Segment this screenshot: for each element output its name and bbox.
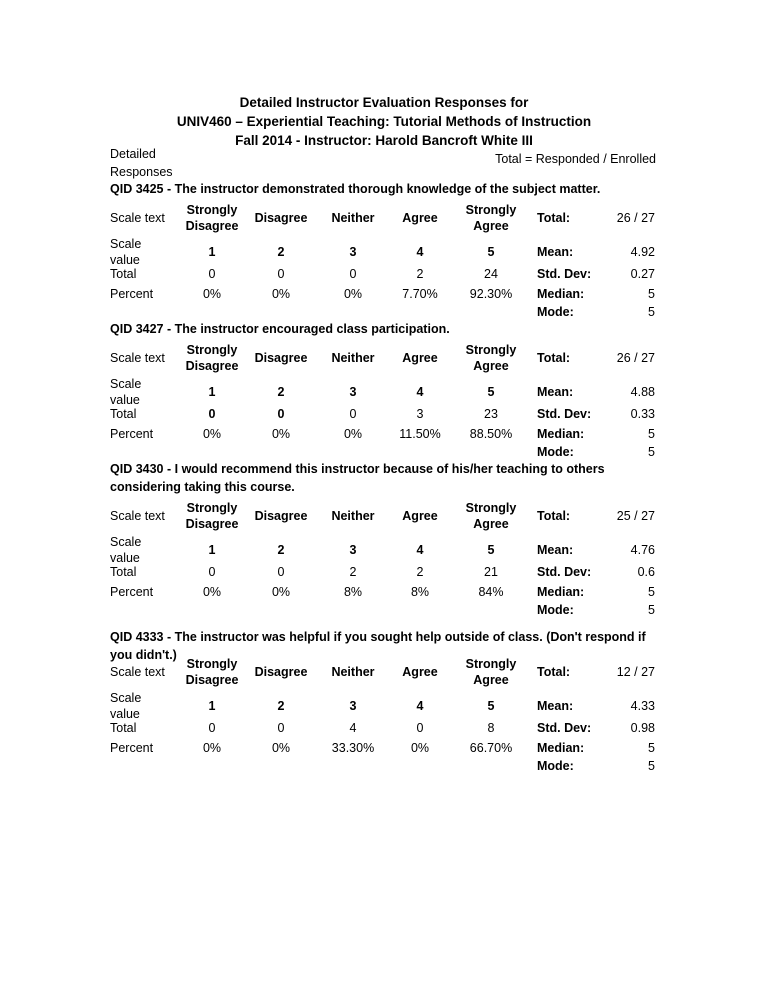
header-disagree: Disagree (254, 211, 308, 225)
document-title (0, 93, 768, 150)
stat-label-mode: Mode: (537, 603, 574, 617)
response-count: 0 (277, 721, 285, 735)
row-label-percent: Percent (110, 287, 154, 301)
scale-value: 4 (416, 245, 424, 259)
header-strongly-agree: Strongly Agree (465, 501, 517, 531)
row-label-scale-text: Scale text (110, 509, 165, 523)
stat-label-mode: Mode: (537, 445, 574, 459)
question-id: QID 3427 (110, 322, 164, 336)
stat-label-std: Std. Dev: (537, 407, 592, 421)
stat-label-total: Total: (537, 665, 571, 679)
scale-value: 3 (349, 245, 357, 259)
header-agree: Agree (402, 351, 438, 365)
stat-label-mean: Mean: (537, 699, 574, 713)
header-neither: Neither (331, 665, 375, 679)
row-label-total: Total (110, 407, 137, 421)
question-title (110, 320, 670, 338)
header-disagree: Disagree (254, 351, 308, 365)
response-percent: 8% (343, 585, 363, 599)
header-neither: Neither (331, 509, 375, 523)
response-percent: 88.50% (469, 427, 513, 441)
row-label-percent: Percent (110, 427, 154, 441)
stat-value-std: 0.27 (630, 267, 655, 281)
header-disagree: Disagree (254, 509, 308, 523)
response-percent: 0% (271, 427, 291, 441)
stat-label-median: Median: (537, 741, 585, 755)
header-neither: Neither (331, 211, 375, 225)
scale-value: 1 (208, 245, 216, 259)
stat-label-total: Total: (537, 211, 571, 225)
header-agree: Agree (402, 509, 438, 523)
response-count: 0 (277, 267, 285, 281)
response-count: 2 (349, 565, 357, 579)
question-id: QID 3430 (110, 462, 164, 476)
response-percent: 0% (202, 287, 222, 301)
header-strongly-agree: Strongly Agree (465, 657, 517, 687)
response-percent: 0% (343, 427, 363, 441)
question-id: QID 4333 (110, 630, 164, 644)
scale-value: 3 (349, 699, 357, 713)
scale-value: 1 (208, 385, 216, 399)
stat-label-mean: Mean: (537, 385, 574, 399)
response-percent: 0% (271, 287, 291, 301)
stat-value-total: 26 / 27 (616, 211, 655, 225)
stat-value-std: 0.6 (637, 565, 655, 579)
stat-value-total: 26 / 27 (616, 351, 655, 365)
stat-label-median: Median: (537, 585, 585, 599)
stat-value-median: 5 (648, 741, 655, 755)
response-percent: 0% (202, 427, 222, 441)
scale-value: 3 (349, 385, 357, 399)
response-count: 0 (416, 721, 424, 735)
stat-value-total: 25 / 27 (616, 509, 655, 523)
detailed-responses-label: Detailed Responses (110, 147, 173, 179)
stat-value-median: 5 (648, 585, 655, 599)
row-label-scale-value: Scale value (110, 535, 142, 565)
row-label-scale-value: Scale value (110, 691, 142, 721)
question-text: - The instructor demonstrated thorough knowledge of the subject matter. (163, 182, 601, 196)
title-line-2: UNIV460 – Experiential Teaching: Tutorial Methods of Instruction (176, 114, 592, 129)
header-strongly-disagree: Strongly Disagree (185, 501, 239, 531)
row-label-total: Total (110, 721, 137, 735)
header-strongly-disagree: Strongly Disagree (185, 343, 239, 373)
stat-value-median: 5 (648, 287, 655, 301)
scale-value: 2 (277, 543, 285, 557)
row-label-percent: Percent (110, 585, 154, 599)
row-label-scale-value: Scale value (110, 237, 142, 267)
response-percent: 92.30% (469, 287, 513, 301)
response-count: 0 (208, 565, 216, 579)
total-legend: Total = Responded / Enrolled (495, 152, 656, 166)
response-count: 3 (416, 407, 424, 421)
question-id: QID 3425 (110, 182, 164, 196)
stat-value-std: 0.98 (630, 721, 655, 735)
question-text: - I would recommend this instructor because of his/her teaching to others considering taking this course. (110, 462, 605, 494)
response-percent: 33.30% (331, 741, 375, 755)
response-count: 2 (416, 565, 424, 579)
row-label-percent: Percent (110, 741, 154, 755)
stat-label-mean: Mean: (537, 543, 574, 557)
stat-label-std: Std. Dev: (537, 267, 592, 281)
stat-label-mode: Mode: (537, 759, 574, 773)
stat-value-std: 0.33 (630, 407, 655, 421)
question-title (110, 180, 670, 198)
scale-value: 5 (487, 245, 495, 259)
response-count: 24 (484, 267, 498, 281)
question-text: - The instructor was helpful if you sought help outside of class. (Don't respond if you didn't.) (110, 630, 646, 662)
response-percent: 7.70% (402, 287, 438, 301)
stat-value-median: 5 (648, 427, 655, 441)
response-percent: 66.70% (469, 741, 513, 755)
stat-value-mean: 4.33 (630, 699, 655, 713)
stat-label-mode: Mode: (537, 305, 574, 319)
question-text: - The instructor encouraged class participation. (163, 322, 450, 336)
response-count: 0 (208, 267, 216, 281)
stat-value-mean: 4.88 (630, 385, 655, 399)
header-neither: Neither (331, 351, 375, 365)
scale-value: 3 (349, 543, 357, 557)
scale-value: 2 (277, 699, 285, 713)
stat-value-mode: 5 (648, 445, 655, 459)
title-line-1: Detailed Instructor Evaluation Responses for (239, 95, 529, 110)
stat-value-mean: 4.92 (630, 245, 655, 259)
row-label-scale-text: Scale text (110, 351, 165, 365)
response-percent: 0% (410, 741, 430, 755)
row-label-scale-text: Scale text (110, 211, 165, 225)
response-count: 4 (349, 721, 357, 735)
scale-value: 4 (416, 699, 424, 713)
response-percent: 0% (202, 741, 222, 755)
response-count: 0 (349, 407, 357, 421)
stat-value-mode: 5 (648, 603, 655, 617)
scale-value: 5 (487, 543, 495, 557)
scale-value: 5 (487, 385, 495, 399)
scale-value: 1 (208, 543, 216, 557)
response-count: 0 (208, 721, 216, 735)
response-percent: 8% (410, 585, 430, 599)
response-count: 2 (416, 267, 424, 281)
response-count: 23 (484, 407, 498, 421)
stat-label-mean: Mean: (537, 245, 574, 259)
row-label-total: Total (110, 267, 137, 281)
scale-value: 1 (208, 699, 216, 713)
row-label-total: Total (110, 565, 137, 579)
stat-label-total: Total: (537, 351, 571, 365)
header-strongly-disagree: Strongly Disagree (185, 657, 239, 687)
scale-value: 2 (277, 245, 285, 259)
stat-label-std: Std. Dev: (537, 565, 592, 579)
header-agree: Agree (402, 211, 438, 225)
stat-label-median: Median: (537, 427, 585, 441)
header-agree: Agree (402, 665, 438, 679)
header-strongly-agree: Strongly Agree (465, 203, 517, 233)
response-count: 0 (208, 407, 216, 421)
response-percent: 84% (478, 585, 504, 599)
stat-value-mode: 5 (648, 305, 655, 319)
response-percent: 11.50% (399, 427, 441, 441)
response-count: 0 (277, 565, 285, 579)
scale-value: 4 (416, 385, 424, 399)
row-label-scale-text: Scale text (110, 665, 165, 679)
response-percent: 0% (271, 741, 291, 755)
stat-value-total: 12 / 27 (616, 665, 655, 679)
response-percent: 0% (271, 585, 291, 599)
question-title (110, 460, 665, 496)
response-count: 21 (484, 565, 498, 579)
header-strongly-disagree: Strongly Disagree (185, 203, 239, 233)
stat-label-median: Median: (537, 287, 585, 301)
stat-value-mean: 4.76 (630, 543, 655, 557)
scale-value: 2 (277, 385, 285, 399)
header-disagree: Disagree (254, 665, 308, 679)
header-strongly-agree: Strongly Agree (465, 343, 517, 373)
stat-value-mode: 5 (648, 759, 655, 773)
response-count: 0 (277, 407, 285, 421)
stat-label-total: Total: (537, 509, 571, 523)
stat-label-std: Std. Dev: (537, 721, 592, 735)
response-count: 8 (487, 721, 495, 735)
response-percent: 0% (202, 585, 222, 599)
scale-value: 5 (487, 699, 495, 713)
response-count: 0 (349, 267, 357, 281)
title-line-3: Fall 2014 - Instructor: Harold Bancroft White III (235, 133, 533, 148)
response-percent: 0% (343, 287, 363, 301)
row-label-scale-value: Scale value (110, 377, 142, 407)
scale-value: 4 (416, 543, 424, 557)
